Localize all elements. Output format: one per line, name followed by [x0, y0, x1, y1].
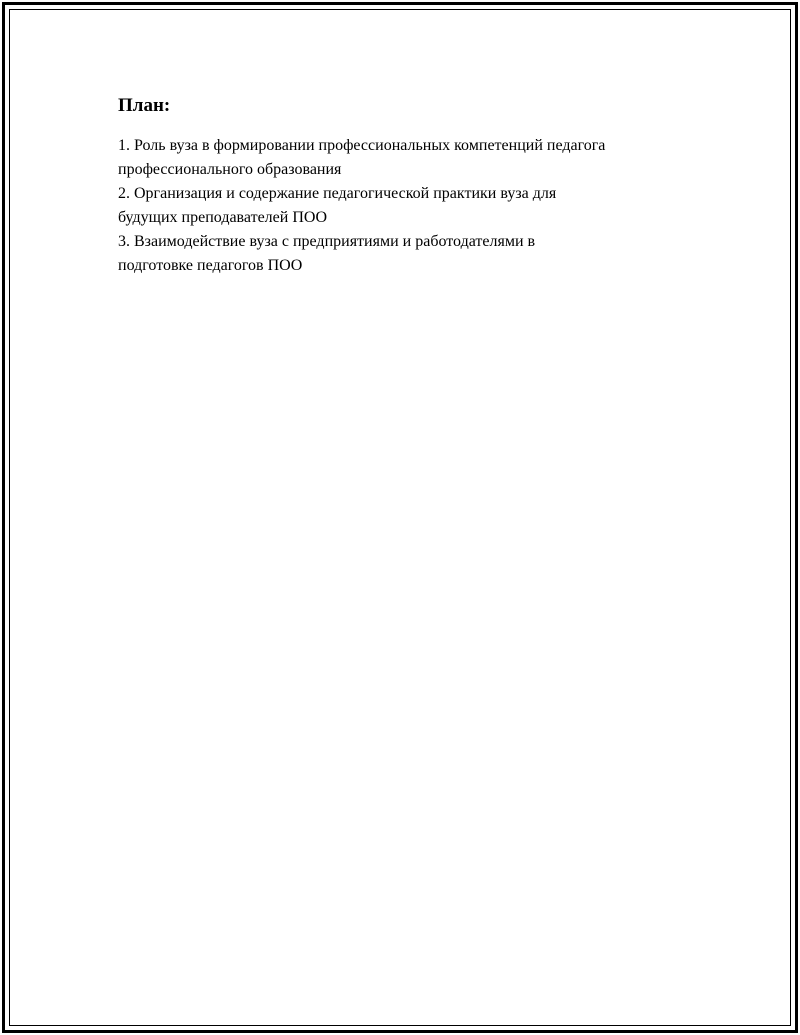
- plan-item-1: [118, 134, 718, 182]
- plan-item-1-line-1: 1. Роль вуза в формировании профессиональных компетенций педагога: [118, 137, 606, 154]
- plan-item-3-line-2: подготовке педагогов ПОО: [118, 257, 303, 274]
- plan-list: [118, 134, 718, 278]
- plan-item-3: [118, 230, 718, 278]
- plan-item-2-line-2: будущих преподавателей ПОО: [118, 209, 327, 226]
- plan-item-3-line-1: 3. Взаимодействие вуза с предприятиями и работодателями в: [118, 233, 536, 250]
- plan-item-2-line-1: 2. Организация и содержание педагогической практики вуза для: [118, 185, 557, 202]
- plan-heading: План:: [118, 95, 171, 116]
- page-content: [118, 94, 718, 278]
- plan-item-1-line-2: профессионального образования: [118, 161, 342, 178]
- plan-item-2: [118, 182, 718, 230]
